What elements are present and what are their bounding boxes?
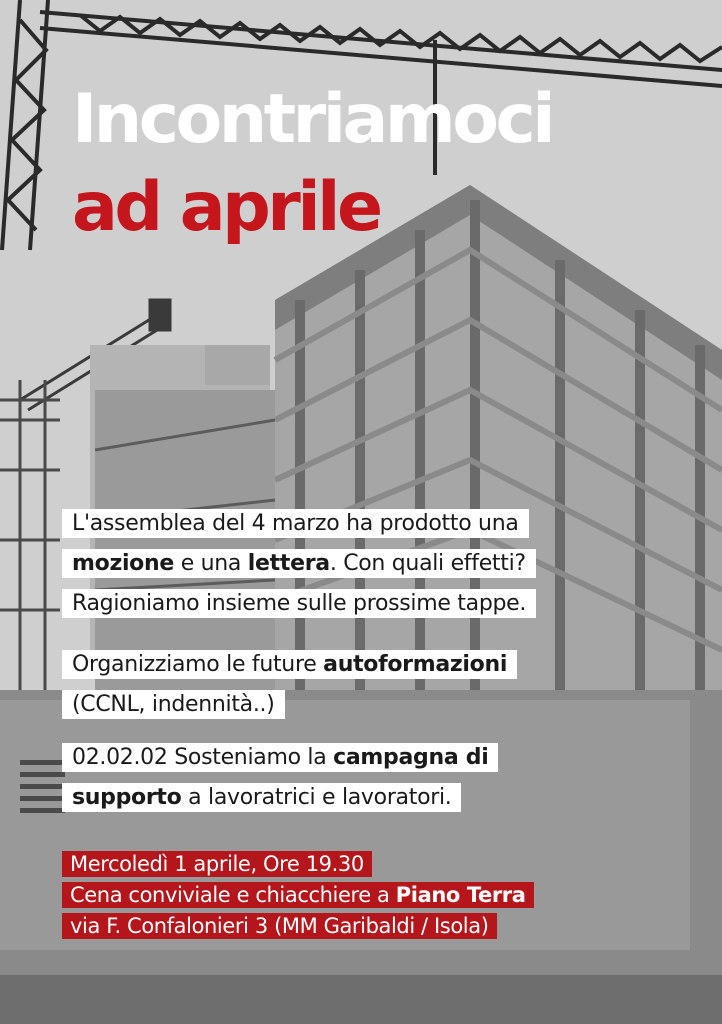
highlight-box [62, 509, 536, 618]
paragraph-assembly [62, 504, 712, 624]
event-address: via F. Confalonieri 3 (MM Garibaldi / Isola) [70, 914, 489, 938]
event-highlight [62, 851, 534, 939]
text-fragment: (CCNL, indennità..) [72, 692, 275, 717]
highlight-box [62, 650, 517, 719]
keyword-autoformazioni: autoformazioni [323, 652, 508, 677]
text-fragment: L'assemblea del 4 marzo ha prodotto una [72, 511, 519, 536]
text-fragment: 02.02.02 Sosteniamo la [72, 745, 327, 770]
headline-line-1: Incontriamoci [72, 80, 553, 159]
event-dinner: Cena conviviale e chiacchiere a [70, 883, 390, 907]
keyword-lettera: lettera [247, 551, 330, 576]
keyword-mozione: mozione [72, 551, 174, 576]
highlight-box [62, 743, 498, 812]
event-date: Mercoledì 1 aprile, Ore 19.30 [70, 852, 364, 876]
event-details [62, 849, 712, 942]
paragraph-training [62, 645, 712, 725]
keyword-supporto: supporto [72, 785, 182, 810]
event-venue: Piano Terra [395, 883, 526, 907]
text-fragment: Organizziamo le future [72, 652, 317, 677]
paragraph-campaign [62, 738, 712, 818]
poster-headline [72, 76, 552, 252]
text-fragment: Ragioniamo insieme sulle prossime tappe. [72, 591, 527, 616]
text-fragment: . Con quali effetti? [329, 551, 526, 576]
keyword-campagna: campagna di [333, 745, 489, 770]
text-fragment: a lavoratrici e lavoratori. [188, 785, 452, 810]
text-fragment: e una [180, 551, 242, 576]
headline-line-2: ad aprile [72, 168, 380, 247]
